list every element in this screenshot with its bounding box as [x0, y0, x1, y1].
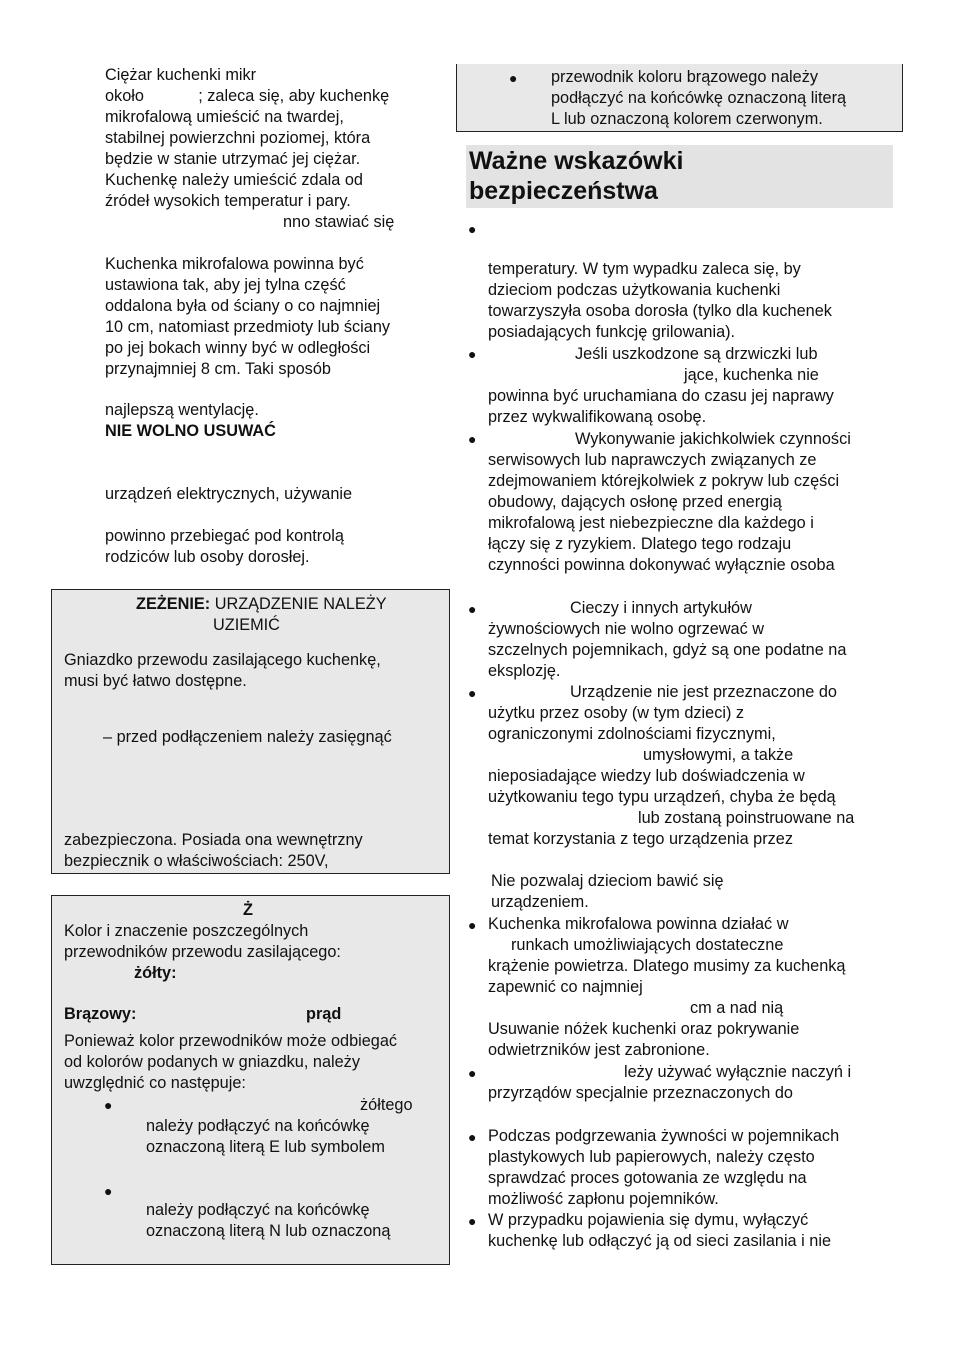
paragraph-line: zdejmowaniem którejkolwiek z pokryw lub części — [488, 472, 840, 490]
paragraph-line: ograniczonymi zdolnościami fizycznymi, — [488, 725, 776, 743]
paragraph-line: bezpiecznik o właściwościach: 250V, — [64, 852, 329, 870]
paragraph-line: zabezpieczona. Posiada ona wewnętrzny — [64, 831, 363, 849]
paragraph-line: przez wykwalifikowaną osobę. — [488, 408, 707, 426]
paragraph-line: Kuchenka mikrofalowa powinna być — [105, 255, 364, 273]
paragraph-line: łączy się z ryzykiem. Dlatego tego rodzaju — [488, 535, 792, 553]
paragraph-line: umysłowymi, a także — [643, 746, 794, 764]
paragraph-line: lub zostaną poinstruowane na — [638, 809, 855, 827]
bullet-icon: ● — [468, 917, 477, 933]
paragraph-line: jące, kuchenka nie — [684, 366, 819, 384]
paragraph-line: mikrofalową jest niebezpieczne dla każdego i — [488, 514, 814, 532]
paragraph-line: użytku przez osoby (w tym dzieci) z — [488, 704, 745, 722]
paragraph-line: stabilnej powierzchni poziomej, która — [105, 129, 371, 147]
paragraph-line: runkach umożliwiających dostateczne — [511, 936, 784, 954]
paragraph-line: obudowy, dających osłonę przed energią — [488, 493, 782, 511]
paragraph-line: odwietrzników jest zabronione. — [488, 1041, 710, 1059]
paragraph-line: temperatury. W tym wypadku zaleca się, by — [488, 260, 801, 278]
paragraph-line: L lub oznaczoną kolorem czerwonym. — [551, 110, 823, 128]
paragraph-line: – przed podłączeniem należy zasięgnąć — [103, 728, 392, 746]
paragraph-line: przewodnik koloru brązowego należy — [551, 68, 818, 86]
paragraph-line: użytkowaniu tego typu urządzeń, chyba że będą — [488, 788, 836, 806]
paragraph-line: należy podłączyć na końcówkę — [146, 1117, 370, 1135]
paragraph-line: urządzeń elektrycznych, używanie — [105, 485, 353, 503]
title-text: URZĄDZENIE NALEŻY — [210, 595, 387, 613]
paragraph-line: Ciężar kuchenki mikr — [105, 66, 257, 84]
bullet-icon: ● — [468, 346, 477, 362]
paragraph-line: nieposiadające wiedzy lub doświadczenia w — [488, 767, 805, 785]
bullet-icon: ● — [468, 1213, 477, 1229]
paragraph-line: oznaczoną literą E lub symbolem — [146, 1138, 385, 1156]
paragraph-line: towarzyszyła osoba dorosła (tylko dla kuchenek — [488, 302, 832, 320]
paragraph-line: możliwość zapłonu pojemników. — [488, 1190, 719, 1208]
bullet-icon: ● — [468, 431, 477, 447]
paragraph-line: po jej bokach winny być w odległości — [105, 339, 371, 357]
section-heading: Ważne wskazówki — [469, 147, 684, 175]
bullet-icon: ● — [509, 70, 518, 86]
warning-label: ZEŻENIE: — [136, 595, 211, 613]
paragraph-line: Nie pozwalaj dzieciom bawić się — [491, 872, 724, 890]
paragraph-line: oddalona była od ściany o co najmniej — [105, 297, 381, 315]
paragraph-line: najlepszą wentylację. — [105, 401, 259, 419]
paragraph-line: czynności powinna dokonywać wyłącznie osoba — [488, 556, 835, 574]
paragraph-line: posiadających funkcję grilowania). — [488, 323, 736, 341]
paragraph-line: Wykonywanie jakichkolwiek czynności — [575, 430, 851, 448]
paragraph-line: W przypadku pojawienia się dymu, wyłączyć — [488, 1211, 809, 1229]
paragraph-line: 10 cm, natomiast przedmioty lub ściany — [105, 318, 391, 336]
paragraph-line: szczelnych pojemnikach, gdyż są one podatne na — [488, 641, 847, 659]
brown-wire-label: Brązowy: — [64, 1005, 137, 1023]
paragraph-line: serwisowych lub naprawczych związanych ze — [488, 451, 817, 469]
paragraph-line: leży używać wyłącznie naczyń i — [624, 1063, 852, 1081]
section-heading: bezpieczeństwa — [469, 177, 658, 205]
paragraph-line: plastykowych lub papierowych, należy często — [488, 1148, 815, 1166]
paragraph-line: źródeł wysokich temperatur i pary. — [105, 192, 351, 210]
bullet-icon: ● — [468, 685, 477, 701]
paragraph-line: uwzględnić co następuje: — [64, 1074, 246, 1092]
wire-color-box-title: Ż — [243, 901, 253, 919]
paragraph-line: musi być łatwo dostępne. — [64, 672, 247, 690]
paragraph-line: przynajmniej 8 cm. Taki sposób — [105, 360, 331, 378]
paragraph-line: przyrządów specjalnie przeznaczonych do — [488, 1084, 793, 1102]
paragraph-line: Podczas podgrzewania żywności w pojemnikach — [488, 1127, 840, 1145]
paragraph-line: Kuchenka mikrofalowa powinna działać w — [488, 915, 789, 933]
bullet-icon: ● — [468, 1129, 477, 1145]
paragraph-line: zapewnić co najmniej — [488, 978, 643, 996]
paragraph-line: od kolorów podanych w gniazdku, należy — [64, 1053, 360, 1071]
paragraph-line: należy podłączyć na końcówkę — [146, 1201, 370, 1219]
paragraph-line: żywnościowych nie wolno ogrzewać w — [488, 620, 764, 638]
paragraph-line: mikrofalową umieścić na twardej, — [105, 108, 344, 126]
paragraph-line: powinna być uruchamiana do czasu jej naprawy — [488, 387, 834, 405]
paragraph-line: Cieczy i innych artykułów — [570, 599, 752, 617]
bullet-icon: ● — [104, 1097, 113, 1113]
bullet-icon: ● — [468, 221, 477, 237]
bullet-icon: ● — [468, 601, 477, 617]
paragraph-line: oznaczoną literą N lub oznaczoną — [146, 1222, 391, 1240]
paragraph-line: krążenie powietrza. Dlatego musimy za kuchenką — [488, 957, 846, 975]
paragraph-line: rodziców lub osoby dorosłej. — [105, 548, 310, 566]
paragraph-line: Kuchenkę należy umieścić zdala od — [105, 171, 363, 189]
paragraph-line: Urządzenie nie jest przeznaczone do — [570, 683, 837, 701]
warning-text: NIE WOLNO USUWAĆ — [105, 422, 276, 440]
paragraph-line: temat korzystania z tego urządzenia przez — [488, 830, 793, 848]
paragraph-line: podłączyć na końcówkę oznaczoną literą — [551, 89, 847, 107]
paragraph-line: Jeśli uszkodzone są drzwiczki lub — [575, 345, 818, 363]
grounding-box-title-line2: UZIEMIĆ — [213, 616, 280, 634]
paragraph-line: będzie w stanie utrzymać jej ciężar. — [105, 150, 361, 168]
paragraph-line: powinno przebiegać pod kontrolą — [105, 527, 344, 545]
paragraph-line: około ; zaleca się, aby kuchenkę — [105, 87, 390, 105]
bullet-icon: ● — [104, 1183, 113, 1199]
brown-wire-value: prąd — [306, 1005, 342, 1023]
yellow-wire-label: żółty: — [134, 964, 177, 982]
paragraph-line: ustawiona tak, aby jej tylna część — [105, 276, 346, 294]
paragraph-line: eksplozję. — [488, 662, 561, 680]
bullet-icon: ● — [468, 1065, 477, 1081]
paragraph-line: żółtego — [360, 1096, 413, 1114]
paragraph-line: kuchenkę lub odłączyć ją od sieci zasilania i nie — [488, 1232, 832, 1250]
paragraph-line: sprawdzać proces gotowania ze względu na — [488, 1169, 807, 1187]
paragraph-line: cm a nad nią — [690, 999, 784, 1017]
paragraph-line: Gniazdko przewodu zasilającego kuchenkę, — [64, 651, 381, 669]
grounding-box-title — [136, 594, 387, 615]
paragraph-line: Usuwanie nóżek kuchenki oraz pokrywanie — [488, 1020, 800, 1038]
paragraph-line: nno stawiać się — [283, 213, 395, 231]
paragraph-line: Kolor i znaczenie poszczególnych — [64, 922, 309, 940]
paragraph-line: urządzeniem. — [491, 893, 589, 911]
paragraph-line: dzieciom podczas użytkowania kuchenki — [488, 281, 781, 299]
paragraph-line: Ponieważ kolor przewodników może odbiegać — [64, 1032, 398, 1050]
paragraph-line: przewodników przewodu zasilającego: — [64, 943, 341, 961]
